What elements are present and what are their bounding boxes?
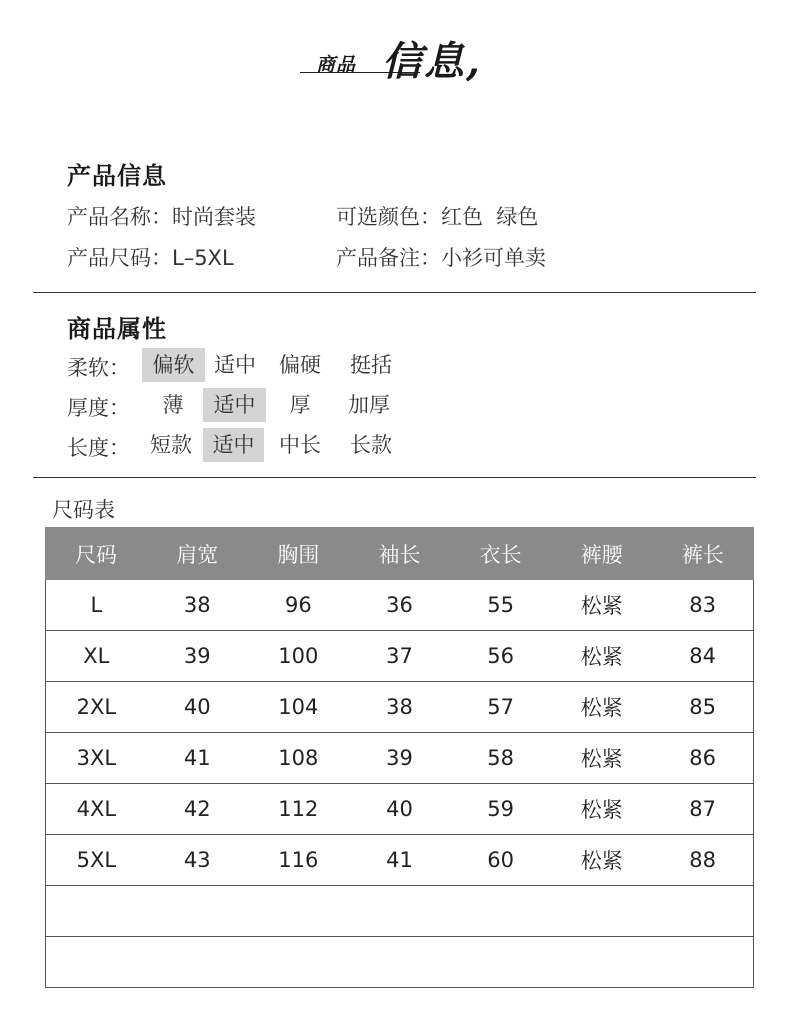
cell-shoulder: 40: [147, 682, 248, 733]
cell-chest: 112: [248, 784, 349, 835]
product-name-value: 时尚套装: [172, 205, 256, 229]
colors-value: 红色 绿色: [441, 205, 539, 229]
header-sleeve: 袖长: [349, 528, 450, 580]
cell-size: 5XL: [46, 835, 147, 886]
cell-waist: 松紧: [551, 580, 652, 631]
cell-sleeve: 37: [349, 631, 450, 682]
header-shoulder: 肩宽: [147, 528, 248, 580]
table-row: [46, 784, 754, 835]
cell-waist: 松紧: [551, 784, 652, 835]
length-option-3: 中长: [279, 433, 321, 457]
cell-pants-length: 83: [652, 580, 753, 631]
table-row: [46, 682, 754, 733]
cell-sleeve: [349, 886, 450, 937]
table-row-empty: [46, 886, 754, 937]
size-table: [45, 527, 754, 988]
length-option-1: 短款: [150, 433, 192, 457]
cell-top-length: [450, 886, 551, 937]
cell-shoulder: 43: [147, 835, 248, 886]
attributes-heading: 商品属性: [67, 315, 167, 343]
thickness-option-4: 加厚: [348, 393, 390, 417]
note-row: [336, 242, 546, 272]
length-label: 长度：: [67, 436, 130, 460]
note-label: 产品备注：: [336, 246, 441, 270]
cell-pants-length: 88: [652, 835, 753, 886]
cell-chest: 116: [248, 835, 349, 886]
cell-chest: 100: [248, 631, 349, 682]
cell-waist: 松紧: [551, 733, 652, 784]
header-pants-length: 裤长: [652, 528, 753, 580]
thickness-option-2: 适中: [203, 388, 266, 422]
cell-waist: 松紧: [551, 682, 652, 733]
cell-shoulder: [147, 937, 248, 988]
cell-shoulder: 41: [147, 733, 248, 784]
header-size: 尺码: [46, 528, 147, 580]
cell-waist: 松紧: [551, 631, 652, 682]
product-name-label: 产品名称：: [67, 205, 172, 229]
size-table-header-row: [46, 528, 754, 580]
cell-chest: 96: [248, 580, 349, 631]
cell-chest: 108: [248, 733, 349, 784]
header-top-length: 衣长: [450, 528, 551, 580]
cell-sleeve: 41: [349, 835, 450, 886]
cell-size: XL: [46, 631, 147, 682]
softness-option-3: 偏硬: [279, 353, 321, 377]
divider-2: [33, 477, 756, 478]
product-info-heading: 产品信息: [67, 162, 167, 190]
cell-top-length: 60: [450, 835, 551, 886]
header-chest: 胸围: [248, 528, 349, 580]
cell-size: [46, 937, 147, 988]
cell-top-length: 58: [450, 733, 551, 784]
note-value: 小衫可单卖: [441, 246, 546, 270]
cell-top-length: 55: [450, 580, 551, 631]
cell-size: L: [46, 580, 147, 631]
cell-pants-length: [652, 886, 753, 937]
cell-pants-length: 86: [652, 733, 753, 784]
table-row: [46, 733, 754, 784]
cell-waist: [551, 886, 652, 937]
thickness-option-3: 厚: [289, 393, 311, 417]
cell-size: 2XL: [46, 682, 147, 733]
table-row: [46, 580, 754, 631]
product-name-row: [67, 201, 256, 231]
cell-shoulder: 39: [147, 631, 248, 682]
cell-sleeve: 38: [349, 682, 450, 733]
cell-chest: [248, 886, 349, 937]
cell-sleeve: [349, 937, 450, 988]
size-range-label: 产品尺码：: [67, 246, 172, 270]
table-row-empty: [46, 937, 754, 988]
thickness-option-1: 薄: [162, 393, 184, 417]
table-row: [46, 631, 754, 682]
length-option-4: 长款: [350, 433, 392, 457]
colors-label: 可选颜色：: [336, 205, 441, 229]
cell-size: 4XL: [46, 784, 147, 835]
softness-option-2: 适中: [214, 353, 256, 377]
length-option-2: 适中: [203, 428, 264, 462]
colors-row: [336, 201, 538, 231]
cell-sleeve: 39: [349, 733, 450, 784]
cell-top-length: 59: [450, 784, 551, 835]
cell-top-length: 56: [450, 631, 551, 682]
cell-pants-length: 84: [652, 631, 753, 682]
cell-sleeve: 36: [349, 580, 450, 631]
cell-waist: 松紧: [551, 835, 652, 886]
cell-sleeve: 40: [349, 784, 450, 835]
cell-shoulder: [147, 886, 248, 937]
page-title: 信息,: [382, 38, 482, 85]
cell-waist: [551, 937, 652, 988]
cell-size: [46, 886, 147, 937]
softness-option-4: 挺括: [350, 353, 392, 377]
cell-shoulder: 38: [147, 580, 248, 631]
softness-option-1: 偏软: [142, 348, 205, 382]
cell-top-length: [450, 937, 551, 988]
table-row: [46, 835, 754, 886]
cell-pants-length: 87: [652, 784, 753, 835]
cell-pants-length: 85: [652, 682, 753, 733]
title-small: 商品: [316, 54, 357, 76]
size-range-row: [67, 242, 234, 272]
size-range-value: L–5XL: [172, 246, 234, 270]
cell-pants-length: [652, 937, 753, 988]
cell-shoulder: 42: [147, 784, 248, 835]
cell-chest: 104: [248, 682, 349, 733]
softness-label: 柔软：: [67, 356, 130, 380]
cell-top-length: 57: [450, 682, 551, 733]
thickness-label: 厚度：: [67, 396, 130, 420]
cell-chest: [248, 937, 349, 988]
divider-1: [33, 292, 756, 293]
size-table-caption: 尺码表: [52, 498, 115, 522]
cell-size: 3XL: [46, 733, 147, 784]
header-waist: 裤腰: [551, 528, 652, 580]
